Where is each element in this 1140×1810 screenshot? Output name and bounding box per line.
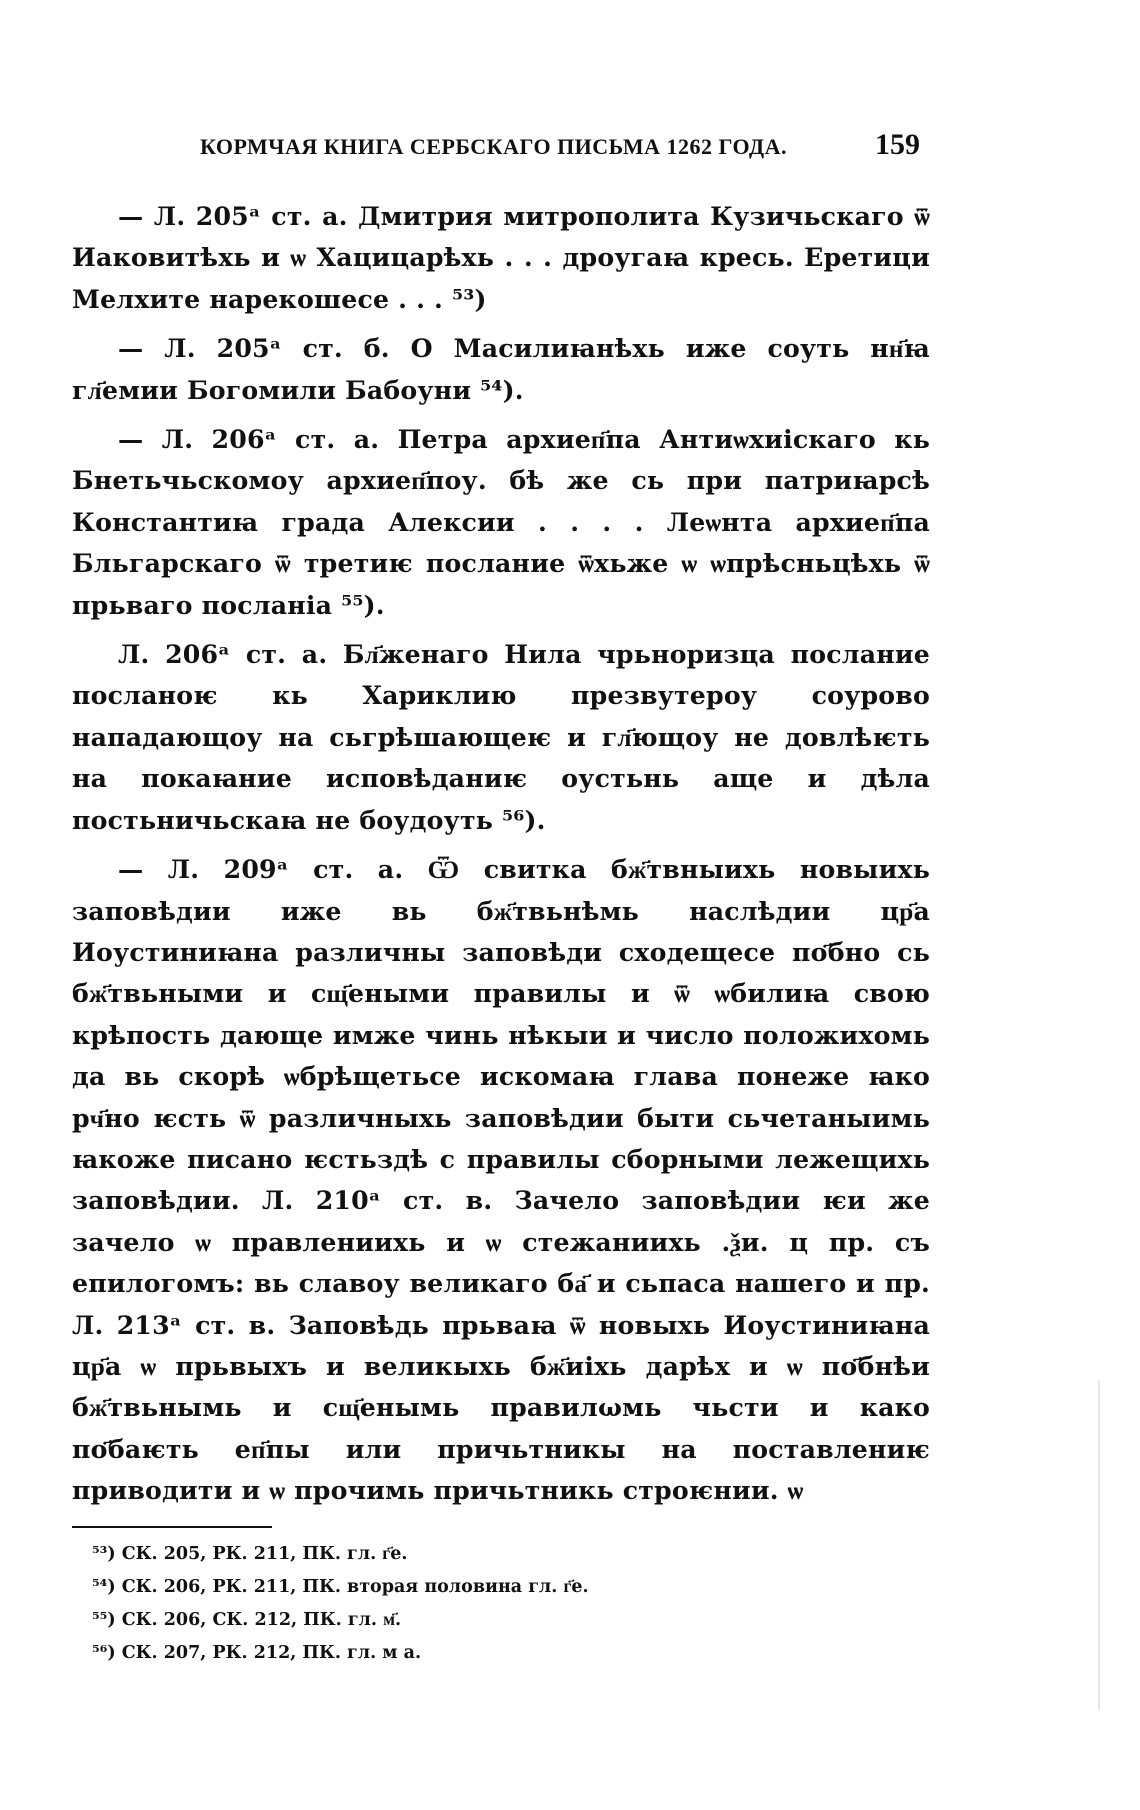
running-head xyxy=(72,118,930,166)
scan-margin-line xyxy=(1098,1380,1100,1710)
footnote-54: ⁵⁴) СК. 206, РК. 211, ПК. вторая половина гл. г҃е. xyxy=(92,1576,589,1597)
paragraph-folio-205b: — Л. 205ᵃ ст. б. О Масилиꙗнѣхь иже соуть нн҃ꙗ гл҃емии Богомили Бабоуни ⁵⁴). xyxy=(72,333,930,405)
paragraph-folio-206a-petra: — Л. 206ᵃ ст. а. Петра архиеп҃па Антиѡхиiскаго кь Бнетьчьскомоу архиеп҃поу. бѣ же сь при патриꙗрсѣ Константиꙗ града Алексии . . . . Леѡнта архиеп҃па Бльгарскаго ѿ третиѥ послание ѿхьже ѡ ѡпрѣсньцѣхь ѿ прьваго посланiа ⁵⁵). xyxy=(72,424,930,620)
footnote-53: ⁵³) СК. 205, РК. 211, ПК. гл. г҃е. xyxy=(92,1543,408,1564)
paragraph-folio-206a-nila: Л. 206ᵃ ст. а. Бл҃женаго Нила чрьноризца послание посланоѥ кь Хариклию презвутероу соурово нападающоу на сьгрѣшающеѥ и гл҃ющоу не довлѣѥть на покаꙗние исповѣданиѥ оустьнь аще и дѣла постьничьскаꙗ не боудоуть ⁵⁶). xyxy=(72,639,930,835)
footnotes xyxy=(72,1538,930,1670)
footnote-55: ⁵⁵) СК. 206, СК. 212, ПК. гл. м҃. xyxy=(92,1609,402,1630)
book-page xyxy=(72,118,930,1670)
body-text xyxy=(72,196,930,1512)
footnote-divider xyxy=(72,1526,272,1528)
paragraph-folio-205a: — Л. 205ᵃ ст. а. Дмитрия митрополита Кузичьскаго ѿ Иаковитѣхь и ѡ Хацицарѣхь . . . дроугаꙗ кресь. Еретици Мелхите нарекошесе . . . ⁵³) xyxy=(72,201,930,314)
running-title: КОРМЧАЯ КНИГА СЕРБСКАГО ПИСЬМА 1262 ГОДА. xyxy=(200,134,787,159)
footnote-56: ⁵⁶) СК. 207, РК. 212, ПК. гл. м а. xyxy=(92,1642,422,1663)
paragraph-folio-209a: — Л. 209ᵃ ст. а. Ѿ свитка бж҃твныихь новыихь заповѣдии иже вь бж҃твьнѣмь наслѣдии цр҃а Иоустиниꙗна различны заповѣди сходещесе пο҃бно сь бж҃твьными и сщ҃еными правилы и ѿ ѡбилиꙗ свою крѣпость дающе имже чинь нѣкыи и число положихомь да вь скорѣ ѡбрѣщетьсе искомаꙗ глава понеже ꙗко рч҃но ѥсть ѿ различныхь заповѣдии быти сьчетаныимь ꙗкоже писано ѥстьздѣ с правилы сборными лежещихь заповѣдии. Л. 210ᵃ ст. в. Зачело заповѣдии ѥи же зачело ѡ правлениихь и ѡ стежаниихь .ѯи. ц пр. съ епилогомъ: вь славоу великаго ба҃ и сьпаса нашего и пр. Л. 213ᵃ ст. в. Заповѣдь прьваꙗ ѿ новыхь Иоустиниꙗна цр҃а ѡ прьвыхъ и великыхь бж҃иiхь дарѣх и ѡ пο҃бнѣи бж҃твьнымь и сщ҃енымь правилωмь чьсти и како пο҃баѥть еп҃пы или причьтникы на поставлениѥ приводити и ѡ прочимь причьтникь строѥнии. ѡ xyxy=(72,854,930,1506)
page-number: 159 xyxy=(875,128,920,161)
